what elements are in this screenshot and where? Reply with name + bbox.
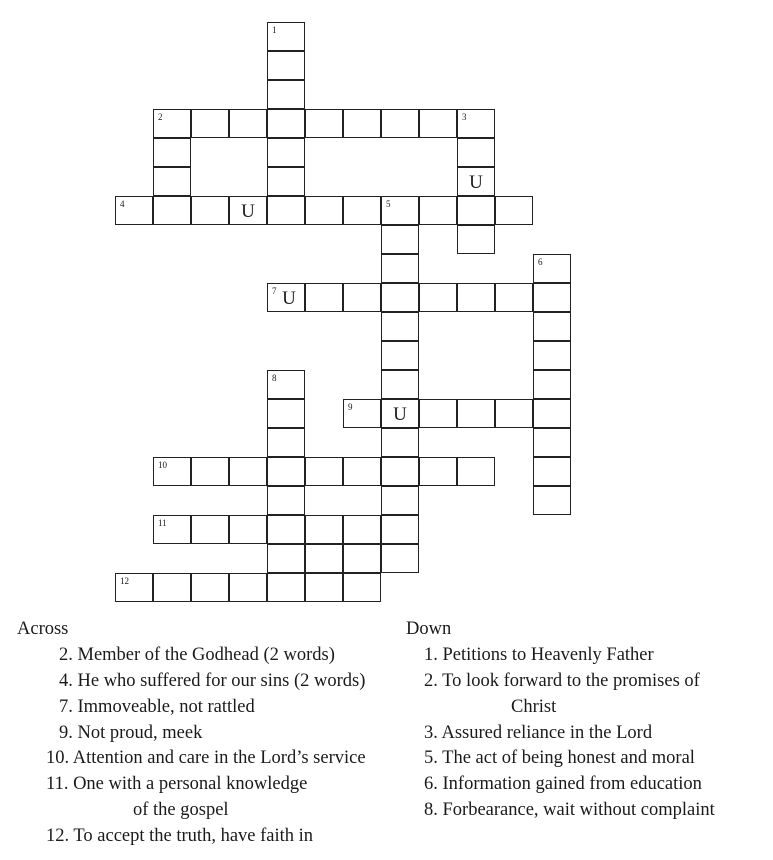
crossword-cell[interactable] (495, 196, 533, 225)
clue-number: 9 (348, 402, 353, 412)
down-clue-6: 6. Information gained from education (424, 774, 702, 794)
crossword-cell[interactable] (533, 486, 571, 515)
clue-number: 3 (462, 112, 467, 122)
crossword-cell[interactable] (381, 544, 419, 573)
crossword-cell[interactable] (229, 457, 267, 486)
crossword-cell[interactable] (229, 109, 267, 138)
crossword-cell[interactable] (457, 225, 495, 254)
crossword-cell[interactable] (153, 573, 191, 602)
crossword-cell[interactable] (305, 573, 343, 602)
crossword-cell[interactable] (267, 22, 305, 51)
crossword-cell[interactable] (229, 515, 267, 544)
crossword-cell[interactable] (457, 457, 495, 486)
crossword-cell[interactable] (267, 457, 305, 486)
crossword-cell[interactable] (419, 283, 457, 312)
crossword-cell[interactable] (381, 486, 419, 515)
cell-letter: U (241, 201, 255, 222)
crossword-cell[interactable] (533, 254, 571, 283)
crossword-cell[interactable] (381, 457, 419, 486)
crossword-cell[interactable] (381, 341, 419, 370)
clue-number: 12 (120, 576, 129, 586)
clue-number: 8 (272, 373, 277, 383)
crossword-cell[interactable] (533, 370, 571, 399)
crossword-cell[interactable] (381, 109, 419, 138)
crossword-cell[interactable] (267, 138, 305, 167)
cell-letter: U (469, 172, 483, 193)
crossword-cell[interactable] (267, 196, 305, 225)
crossword-cell[interactable] (457, 283, 495, 312)
crossword-cell[interactable] (305, 515, 343, 544)
crossword-cell[interactable] (153, 196, 191, 225)
crossword-cell[interactable] (343, 457, 381, 486)
crossword-cell[interactable] (305, 109, 343, 138)
crossword-cell[interactable] (343, 573, 381, 602)
crossword-cell[interactable] (495, 283, 533, 312)
crossword-cell[interactable] (419, 196, 457, 225)
crossword-cell[interactable] (533, 283, 571, 312)
crossword-cell[interactable] (533, 399, 571, 428)
crossword-cell[interactable] (267, 515, 305, 544)
crossword-cell[interactable] (153, 109, 191, 138)
crossword-cell[interactable] (191, 196, 229, 225)
across-clue-10: 10. Attention and care in the Lord’s service (46, 748, 366, 768)
down-heading: Down (406, 619, 452, 639)
clue-number: 10 (158, 460, 167, 470)
crossword-cell[interactable] (381, 399, 419, 428)
across-clue-4: 4. He who suffered for our sins (2 words) (59, 671, 366, 691)
crossword-cell[interactable] (419, 109, 457, 138)
crossword-cell[interactable] (229, 573, 267, 602)
crossword-cell[interactable] (343, 399, 381, 428)
clue-number: 2 (158, 112, 163, 122)
crossword-cell[interactable] (305, 457, 343, 486)
crossword-cell[interactable] (381, 428, 419, 457)
crossword-cell[interactable] (267, 544, 305, 573)
crossword-cell[interactable] (419, 457, 457, 486)
cell-letter: U (282, 288, 296, 309)
crossword-cell[interactable] (229, 196, 267, 225)
clue-number: 5 (386, 199, 391, 209)
crossword-cell[interactable] (343, 515, 381, 544)
across-heading: Across (17, 619, 69, 639)
crossword-cell[interactable] (343, 109, 381, 138)
crossword-cell[interactable] (267, 167, 305, 196)
crossword-cell[interactable] (381, 225, 419, 254)
clue-number: 1 (272, 25, 277, 35)
clues-section (0, 614, 773, 854)
crossword-cell[interactable] (457, 167, 495, 196)
down-clue-2-cont: Christ (511, 697, 557, 717)
crossword-cell[interactable] (267, 573, 305, 602)
crossword-cell[interactable] (153, 457, 191, 486)
down-clue-8: 8. Forbearance, wait without complaint (424, 800, 715, 820)
clue-number: 6 (538, 257, 543, 267)
crossword-cell[interactable] (343, 196, 381, 225)
crossword-cell[interactable] (533, 428, 571, 457)
crossword-cell[interactable] (305, 283, 343, 312)
crossword-cell[interactable] (267, 399, 305, 428)
across-clue-11: 11. One with a personal knowledge (46, 774, 308, 794)
crossword-cell[interactable] (533, 312, 571, 341)
crossword-cell[interactable] (305, 196, 343, 225)
crossword-cell[interactable] (381, 283, 419, 312)
down-clue-3: 3. Assured reliance in the Lord (424, 723, 653, 743)
crossword-cell[interactable] (381, 254, 419, 283)
crossword-cell[interactable] (115, 196, 153, 225)
across-clue-11-cont: of the gospel (133, 800, 229, 820)
crossword-cell[interactable] (533, 457, 571, 486)
crossword-cell[interactable] (495, 399, 533, 428)
crossword-cell[interactable] (267, 109, 305, 138)
down-clue-2: 2. To look forward to the promises of (424, 671, 700, 691)
crossword-cell[interactable] (267, 80, 305, 109)
crossword-cell[interactable] (457, 109, 495, 138)
crossword-cell[interactable] (343, 544, 381, 573)
crossword-cell[interactable] (115, 573, 153, 602)
crossword-cell[interactable] (191, 515, 229, 544)
down-clue-5: 5. The act of being honest and moral (424, 748, 695, 768)
crossword-cell[interactable] (457, 138, 495, 167)
crossword-cell[interactable] (381, 196, 419, 225)
crossword-cell[interactable] (153, 138, 191, 167)
crossword-cell[interactable] (153, 167, 191, 196)
crossword-cell[interactable] (191, 573, 229, 602)
crossword-cell[interactable] (457, 399, 495, 428)
crossword-cell[interactable] (153, 515, 191, 544)
crossword-cell[interactable] (267, 370, 305, 399)
crossword-cell[interactable] (191, 457, 229, 486)
crossword-cell[interactable] (457, 196, 495, 225)
crossword-cell[interactable] (267, 283, 305, 312)
across-clue-12: 12. To accept the truth, have faith in (46, 826, 314, 846)
crossword-cell[interactable] (343, 283, 381, 312)
crossword-cell[interactable] (381, 312, 419, 341)
crossword-cell[interactable] (381, 515, 419, 544)
crossword-cell[interactable] (533, 341, 571, 370)
clue-number: 4 (120, 199, 125, 209)
clue-number: 11 (158, 518, 167, 528)
crossword-cell[interactable] (267, 428, 305, 457)
crossword-cell[interactable] (305, 544, 343, 573)
crossword-cell[interactable] (191, 109, 229, 138)
crossword-cell[interactable] (419, 399, 457, 428)
down-clue-1: 1. Petitions to Heavenly Father (424, 645, 654, 665)
cell-letter: U (393, 404, 407, 425)
clue-number: 7 (272, 286, 277, 296)
across-clue-2: 2. Member of the Godhead (2 words) (59, 645, 335, 665)
crossword-cell[interactable] (267, 51, 305, 80)
crossword-cell[interactable] (381, 370, 419, 399)
crossword-cell[interactable] (267, 486, 305, 515)
across-clue-7: 7. Immoveable, not rattled (59, 697, 255, 717)
across-clue-9: 9. Not proud, meek (59, 723, 203, 743)
